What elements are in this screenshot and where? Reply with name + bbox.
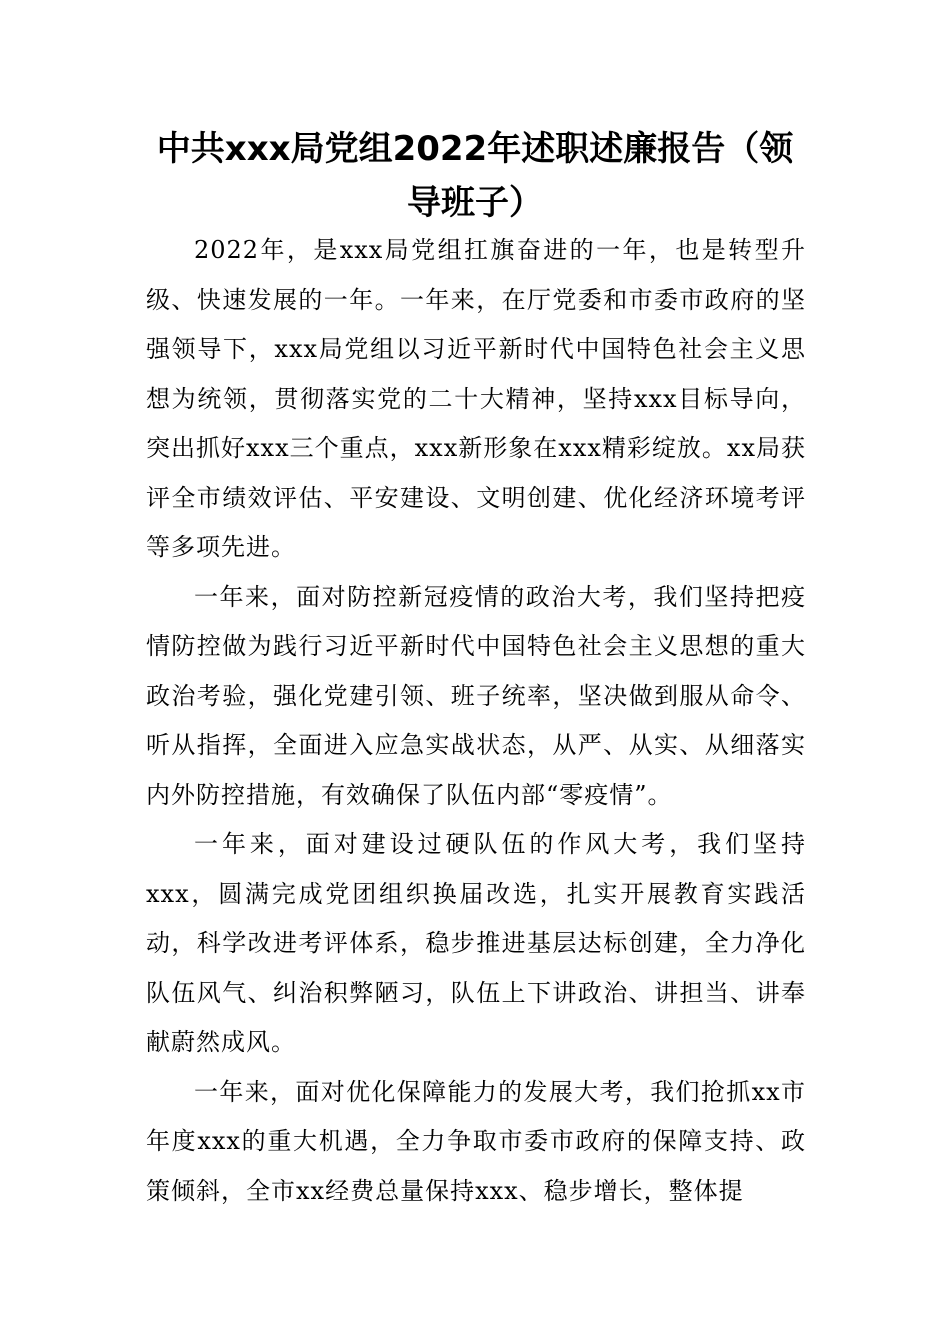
- paragraph-3: 一年来，面对建设过硬队伍的作风大考，我们坚持xxx，圆满完成党团组织换届改选，扎实开展教育实践活动，科学改进考评体系，稳步推进基层达标创建，全力净化队伍风气、纠治积弊陋习，队伍上下讲政治、讲担当、讲奉献蔚然成风。: [146, 830, 806, 1056]
- paragraph-1: 2022年，是xxx局党组扛旗奋进的一年，也是转型升级、快速发展的一年。一年来，在厅党委和市委市政府的坚强领导下，xxx局党组以习近平新时代中国特色社会主义思想为统领，贯彻落实党的二十大精神，坚持xxx目标导向，突出抓好xxx三个重点，xxx新形象在xxx精彩绽放。xx局获评全市绩效评估、平安建设、文明创建、优化经济环境考评等多项先进。: [146, 236, 806, 561]
- document-body: [146, 226, 806, 1216]
- document-title: 中共xxx局党组2022年述职述廉报告（领导班子）: [156, 129, 794, 223]
- paragraph-4: 一年来，面对优化保障能力的发展大考，我们抢抓xx市年度xxx的重大机遇，全力争取市委市政府的保障支持、政策倾斜，全市xx经费总量保持xxx、稳步增长，整体提: [146, 1077, 806, 1205]
- paragraph-2: 一年来，面对防控新冠疫情的政治大考，我们坚持把疫情防控做为践行习近平新时代中国特色社会主义思想的重大政治考验，强化党建引领、班子统率，坚决做到服从命令、听从指挥，全面进入应急实战状态，从严、从实、从细落实内外防控措施，有效确保了队伍内部“零疫情”。: [146, 582, 806, 809]
